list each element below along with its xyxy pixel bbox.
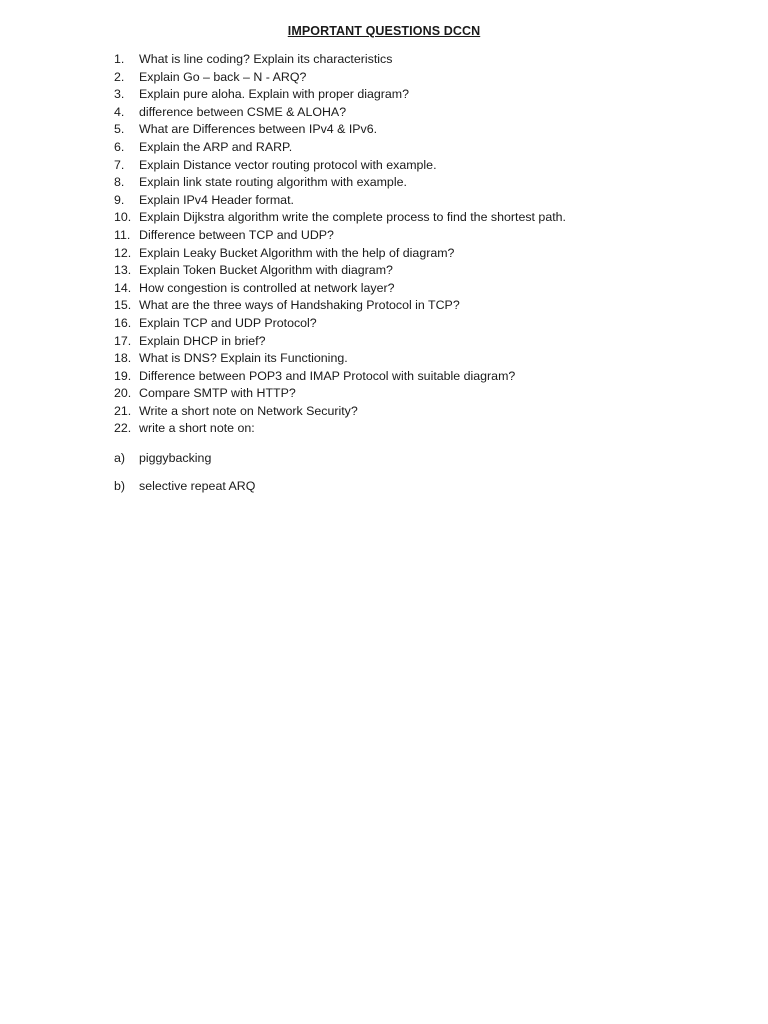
question-number: 10.	[114, 210, 132, 225]
question-text: What is DNS? Explain its Functioning.	[139, 351, 348, 366]
question-item	[114, 262, 566, 280]
question-text: Explain DHCP in brief?	[139, 333, 266, 348]
question-item	[114, 315, 566, 333]
subquestion-item	[114, 448, 255, 476]
question-number: 15.	[114, 298, 132, 313]
question-item	[114, 121, 566, 139]
question-item	[114, 245, 566, 263]
question-number: 8.	[114, 175, 125, 190]
question-number: 5.	[114, 122, 125, 137]
question-text: How congestion is controlled at network layer?	[139, 280, 395, 295]
subquestion-text: selective repeat ARQ	[139, 479, 256, 493]
page-title: IMPORTANT QUESTIONS DCCN	[287, 24, 481, 38]
subquestion-letter: b)	[114, 479, 126, 493]
question-item	[114, 403, 566, 421]
question-text: What is line coding? Explain its characteristics	[139, 52, 393, 66]
question-text: What are Differences between IPv4 & IPv6.	[139, 122, 378, 137]
question-number: 11.	[114, 227, 131, 242]
question-number: 14.	[114, 280, 132, 295]
question-text: difference between CSME & ALOHA?	[139, 104, 347, 119]
question-item	[114, 192, 566, 210]
question-number: 9.	[114, 192, 125, 207]
question-text: Explain Distance vector routing protocol with example.	[139, 157, 437, 172]
question-text: Compare SMTP with HTTP?	[139, 386, 296, 401]
question-number: 12.	[114, 245, 132, 260]
question-item	[114, 227, 566, 245]
question-text: Explain Dijkstra algorithm write the complete process to find the shortest path.	[139, 210, 566, 225]
question-item	[114, 297, 566, 315]
question-text: Explain TCP and UDP Protocol?	[139, 315, 317, 330]
subquestion-letter: a)	[114, 451, 126, 465]
question-item	[114, 51, 566, 69]
question-text: What are the three ways of Handshaking Protocol in TCP?	[139, 298, 460, 313]
question-text: Difference between POP3 and IMAP Protocol with suitable diagram?	[139, 368, 516, 383]
question-item	[114, 209, 566, 227]
question-number: 20.	[114, 386, 132, 401]
question-text: Explain Leaky Bucket Algorithm with the help of diagram?	[139, 245, 455, 260]
question-text: Write a short note on Network Security?	[139, 403, 358, 418]
question-item	[114, 104, 566, 122]
question-text: Explain pure aloha. Explain with proper diagram?	[139, 87, 409, 102]
question-number: 16.	[114, 315, 132, 330]
question-list	[114, 51, 566, 438]
question-item	[114, 333, 566, 351]
question-text: Difference between TCP and UDP?	[139, 227, 334, 242]
question-number: 21.	[114, 403, 132, 418]
question-number: 4.	[114, 104, 125, 119]
subquestion-list	[114, 448, 255, 504]
question-number: 17.	[114, 333, 132, 348]
question-number: 6.	[114, 139, 125, 154]
question-item	[114, 350, 566, 368]
question-item	[114, 420, 566, 438]
question-item	[114, 69, 566, 87]
question-number: 19.	[114, 368, 132, 383]
question-item	[114, 280, 566, 298]
question-number: 2.	[114, 69, 125, 84]
question-text: Explain the ARP and RARP.	[139, 139, 293, 154]
question-item	[114, 385, 566, 403]
question-text: Explain link state routing algorithm with example.	[139, 175, 407, 190]
question-text: write a short note on:	[139, 421, 255, 436]
question-item	[114, 157, 566, 175]
question-item	[114, 86, 566, 104]
question-number: 18.	[114, 351, 132, 366]
question-text: Explain Token Bucket Algorithm with diagram?	[139, 263, 393, 278]
question-number: 1.	[114, 52, 125, 66]
question-number: 13.	[114, 263, 132, 278]
question-item	[114, 368, 566, 386]
subquestion-item	[114, 476, 255, 504]
question-number: 7.	[114, 157, 125, 172]
question-number: 22.	[114, 421, 132, 436]
question-number: 3.	[114, 87, 125, 102]
subquestion-text: piggybacking	[139, 451, 212, 465]
question-item	[114, 139, 566, 157]
question-item	[114, 174, 566, 192]
question-text: Explain Go – back – N - ARQ?	[139, 69, 307, 84]
question-text: Explain IPv4 Header format.	[139, 192, 294, 207]
